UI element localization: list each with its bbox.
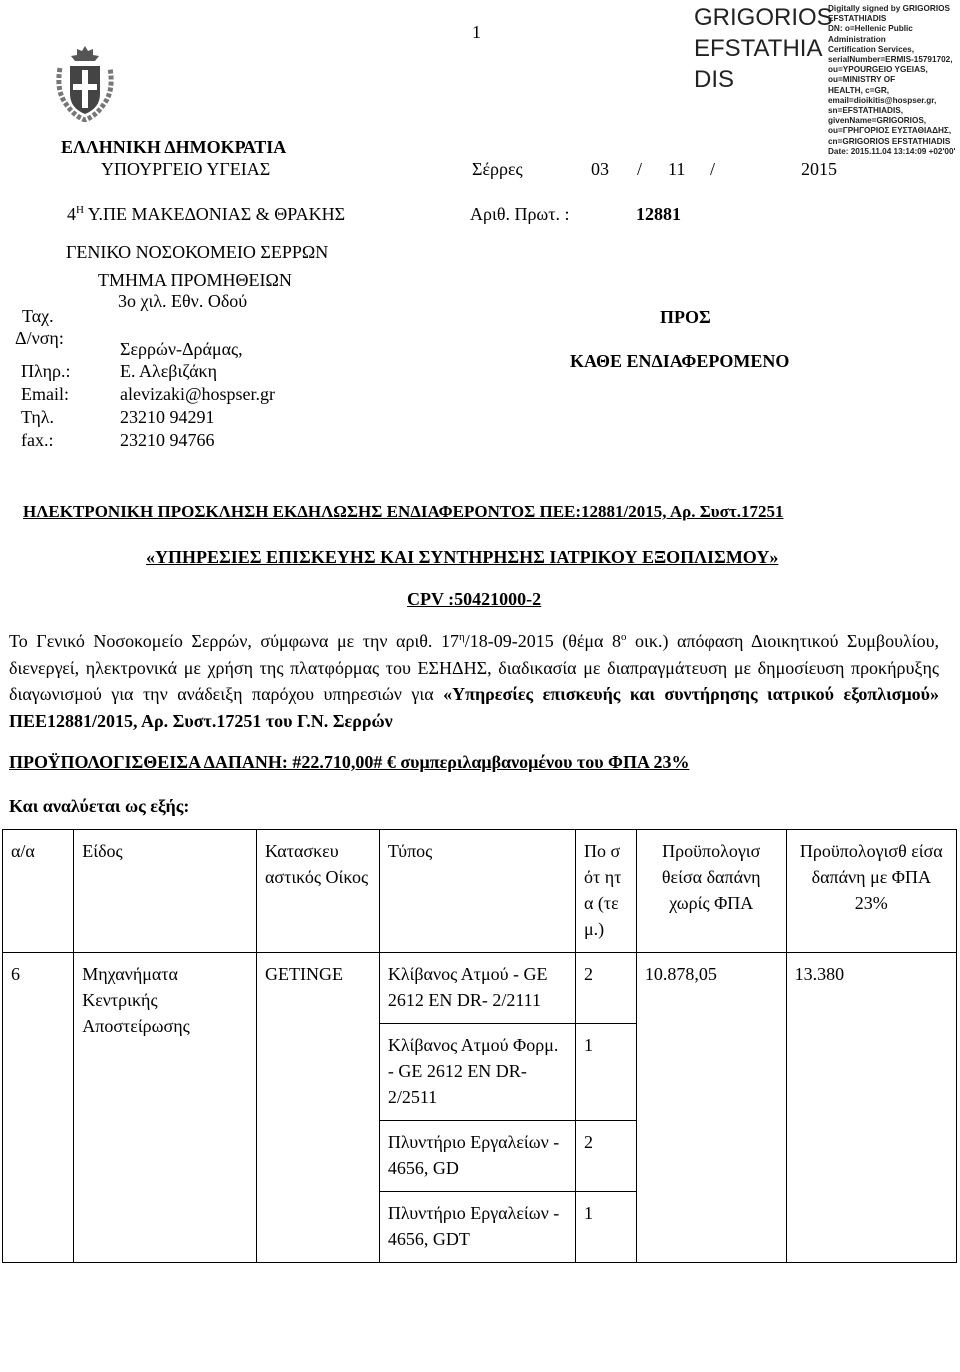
item-qty-cell: 1 xyxy=(575,1024,636,1121)
department-name: ΤΜΗΜΑ ΠΡΟΜΗΘΕΙΩΝ xyxy=(98,270,292,290)
signature-detail-line: ou=ΓΡΗΓΟΡΙΟΣ ΕΥΣΤΑΘΙΑΔΗΣ, xyxy=(828,126,952,136)
date-city: Σέρρες xyxy=(472,159,523,179)
header-cell: Προϋπολογισ θείσα δαπάνη χωρίς ΦΠΑ xyxy=(636,830,786,953)
item-cost-no-vat-cell: 10.878,05 xyxy=(636,953,786,1263)
item-qty-cell: 1 xyxy=(575,1192,636,1263)
items-table xyxy=(2,829,957,1263)
signature-name-line: GRIGORIOS xyxy=(694,4,833,31)
signature-name-line: EFSTATHIA xyxy=(694,35,823,62)
table-row xyxy=(3,953,957,1024)
contact-person-label: Πληρ.: xyxy=(21,361,71,381)
ministry-heading: ΥΠΟΥΡΓΕΙΟ ΥΓΕΙΑΣ xyxy=(101,159,271,179)
body-text: Το Γενικό Νοσοκομείο Σερρών, σύμφωνα με την αριθ. 17 xyxy=(9,631,459,651)
item-type-cell: Κλίβανος Ατμού Φορμ. - GE 2612 EN DR-2/2511 xyxy=(379,1024,575,1121)
signature-detail-line: cn=GRIGORIOS EFSTATHIADIS xyxy=(828,136,951,146)
table-header-row xyxy=(3,830,957,953)
date-day: 03 xyxy=(591,159,609,179)
region-number: 4 xyxy=(67,204,76,224)
contact-street-label: Δ/νση: xyxy=(15,328,64,348)
contact-phone-label: Τηλ. xyxy=(21,407,54,427)
item-maker-cell: GETINGE xyxy=(256,953,379,1263)
contact-fax-label: fax.: xyxy=(21,430,54,450)
protocol-number: 12881 xyxy=(636,204,681,224)
item-qty-cell: 2 xyxy=(575,1121,636,1192)
invitation-title: ΗΛΕΚΤΡΟΝΙΚΗ ΠΡΟΣΚΛΗΣΗ ΕΚΔΗΛΩΣΗΣ ΕΝΔΙΑΦΕΡΟΝΤΟΣ ΠΕΕ:12881/2015, Αρ. Συστ.17251 xyxy=(23,502,784,521)
body-text: /18-09-2015 (θέμα 8 xyxy=(464,631,622,651)
header-cell: Κατασκευ αστικός Οίκος xyxy=(256,830,379,953)
body-superscript: ο xyxy=(621,631,627,643)
republic-heading: ΕΛΛΗΝΙΚΗ ΔΗΜΟΚΡΑΤΙΑ xyxy=(61,137,287,157)
signature-detail-line: Digitally signed by GRIGORIOS xyxy=(828,4,950,13)
coat-of-arms-seal xyxy=(54,46,116,122)
signature-detail-line: EFSTATHIADIS xyxy=(828,14,887,24)
breakdown-label: Και αναλύεται ως εξής: xyxy=(9,796,190,816)
item-category-cell: Μηχανήματα Κεντρικής Αποστείρωσης xyxy=(74,953,257,1263)
signature-detail-line: HEALTH, c=GR, email=dioikitis@hospser.gr, xyxy=(828,85,937,105)
item-qty-cell: 2 xyxy=(575,953,636,1024)
header-cell: Πο σότ ητα (τε μ.) xyxy=(575,830,636,953)
body-text: οικ.) απόφαση Διοικητικού Συμβουλίου, διενεργεί, ηλεκτρονικά με χρήση της πλατφόρμας του ΕΣΗΔΗΣ, διαδικασία με διαπραγμάτευση με δημοσίευση προκήρυξης διαγωνισμού για την ανάδειξη παρόχου υπηρεσιών για xyxy=(9,631,939,704)
signature-detail-line: ou=YPOURGEIO YGEIAS, ou=MINISTRY OF xyxy=(828,65,928,85)
health-region xyxy=(67,204,345,225)
region-name: Υ.ΠΕ ΜΑΚΕΔΟΝΙΑΣ & ΘΡΑΚΗΣ xyxy=(83,204,346,224)
recipient-name: ΚΑΘΕ ΕΝΔΙΑΦΕΡΟΜΕΝΟ xyxy=(570,351,790,371)
signature-detail-line: Certification Services, xyxy=(828,44,915,54)
date-year: 2015 xyxy=(801,159,837,179)
body-paragraph xyxy=(9,624,939,734)
item-cost-vat-cell: 13.380 xyxy=(786,953,956,1263)
contact-address-value: 3ο χιλ. Εθν. Οδού xyxy=(118,291,248,311)
header-cell: Είδος xyxy=(74,830,257,953)
service-title: «ΥΠΗΡΕΣΙΕΣ ΕΠΙΣΚΕΥΗΣ ΚΑΙ ΣΥΝΤΗΡΗΣΗΣ ΙΑΤΡΙΚΟΥ ΕΞΟΠΛΙΣΜΟΥ» xyxy=(146,547,779,567)
contact-address-label: Ταχ. xyxy=(22,306,54,326)
budget-line: ΠΡΟΫΠΟΛΟΓΙΣΘΕΙΣΑ ΔΑΠΑΝΗ: #22.710,00# € συμπεριλαμβανομένου του ΦΠΑ 23% xyxy=(9,752,690,772)
signature-detail-line: DN: o=Hellenic Public Administration xyxy=(828,24,913,44)
item-type-cell: Πλυντήριο Εργαλείων - 4656, GDT xyxy=(379,1192,575,1263)
signature-name-line: DIS xyxy=(694,66,735,93)
header-cell: Προϋπολογισθ είσα δαπάνη με ΦΠΑ 23% xyxy=(786,830,956,953)
body-superscript: η xyxy=(458,631,465,643)
item-type-cell: Κλίβανος Ατμού - GE 2612 EN DR- 2/2111 xyxy=(379,953,575,1024)
contact-phone-value: 23210 94291 xyxy=(120,407,215,427)
contact-fax-value: 23210 94766 xyxy=(120,430,215,450)
date-month: 11 xyxy=(668,159,686,179)
item-number-cell: 6 xyxy=(3,953,74,1263)
date-separator: / xyxy=(637,159,643,179)
contact-email-label: Email: xyxy=(21,384,69,404)
contact-email-value: alevizaki@hospser.gr xyxy=(120,384,276,404)
item-type-cell: Πλυντήριο Εργαλείων - 4656, GD xyxy=(379,1121,575,1192)
signature-detail-line: Date: 2015.11.04 13:14:09 +02'00' xyxy=(828,146,956,156)
contact-street-value: Σερρών-Δράμας, xyxy=(120,339,243,359)
header-cell: α/α xyxy=(3,830,74,953)
signature-detail-line: sn=EFSTATHIADIS, givenName=GRIGORIOS, xyxy=(828,106,927,126)
header-cell: Τύπος xyxy=(379,830,575,953)
region-superscript: Η xyxy=(76,204,84,216)
hospital-name: ΓΕΝΙΚΟ ΝΟΣΟΚΟΜΕΙΟ ΣΕΡΡΩΝ xyxy=(66,242,329,262)
protocol-label: Αριθ. Πρωτ. : xyxy=(470,204,570,224)
contact-person-value: Ε. Αλεβιζάκη xyxy=(120,361,218,381)
digital-signature-details xyxy=(828,4,960,157)
body-bold-text: «Υπηρεσίες επισκευής και συντήρησης ιατρικού εξοπλισμού» ΠΕΕ12881/2015, Αρ. Συστ.17251 του Γ.Ν. Σερρών xyxy=(9,684,940,731)
digital-signature-name xyxy=(694,2,833,95)
date-separator: / xyxy=(710,159,716,179)
page-number: 1 xyxy=(472,22,481,42)
cpv-code: CPV :50421000-2 xyxy=(407,589,542,609)
signature-detail-line: serialNumber=ERMIS-15791702, xyxy=(828,55,953,65)
recipient-to: ΠΡΟΣ xyxy=(660,307,711,327)
